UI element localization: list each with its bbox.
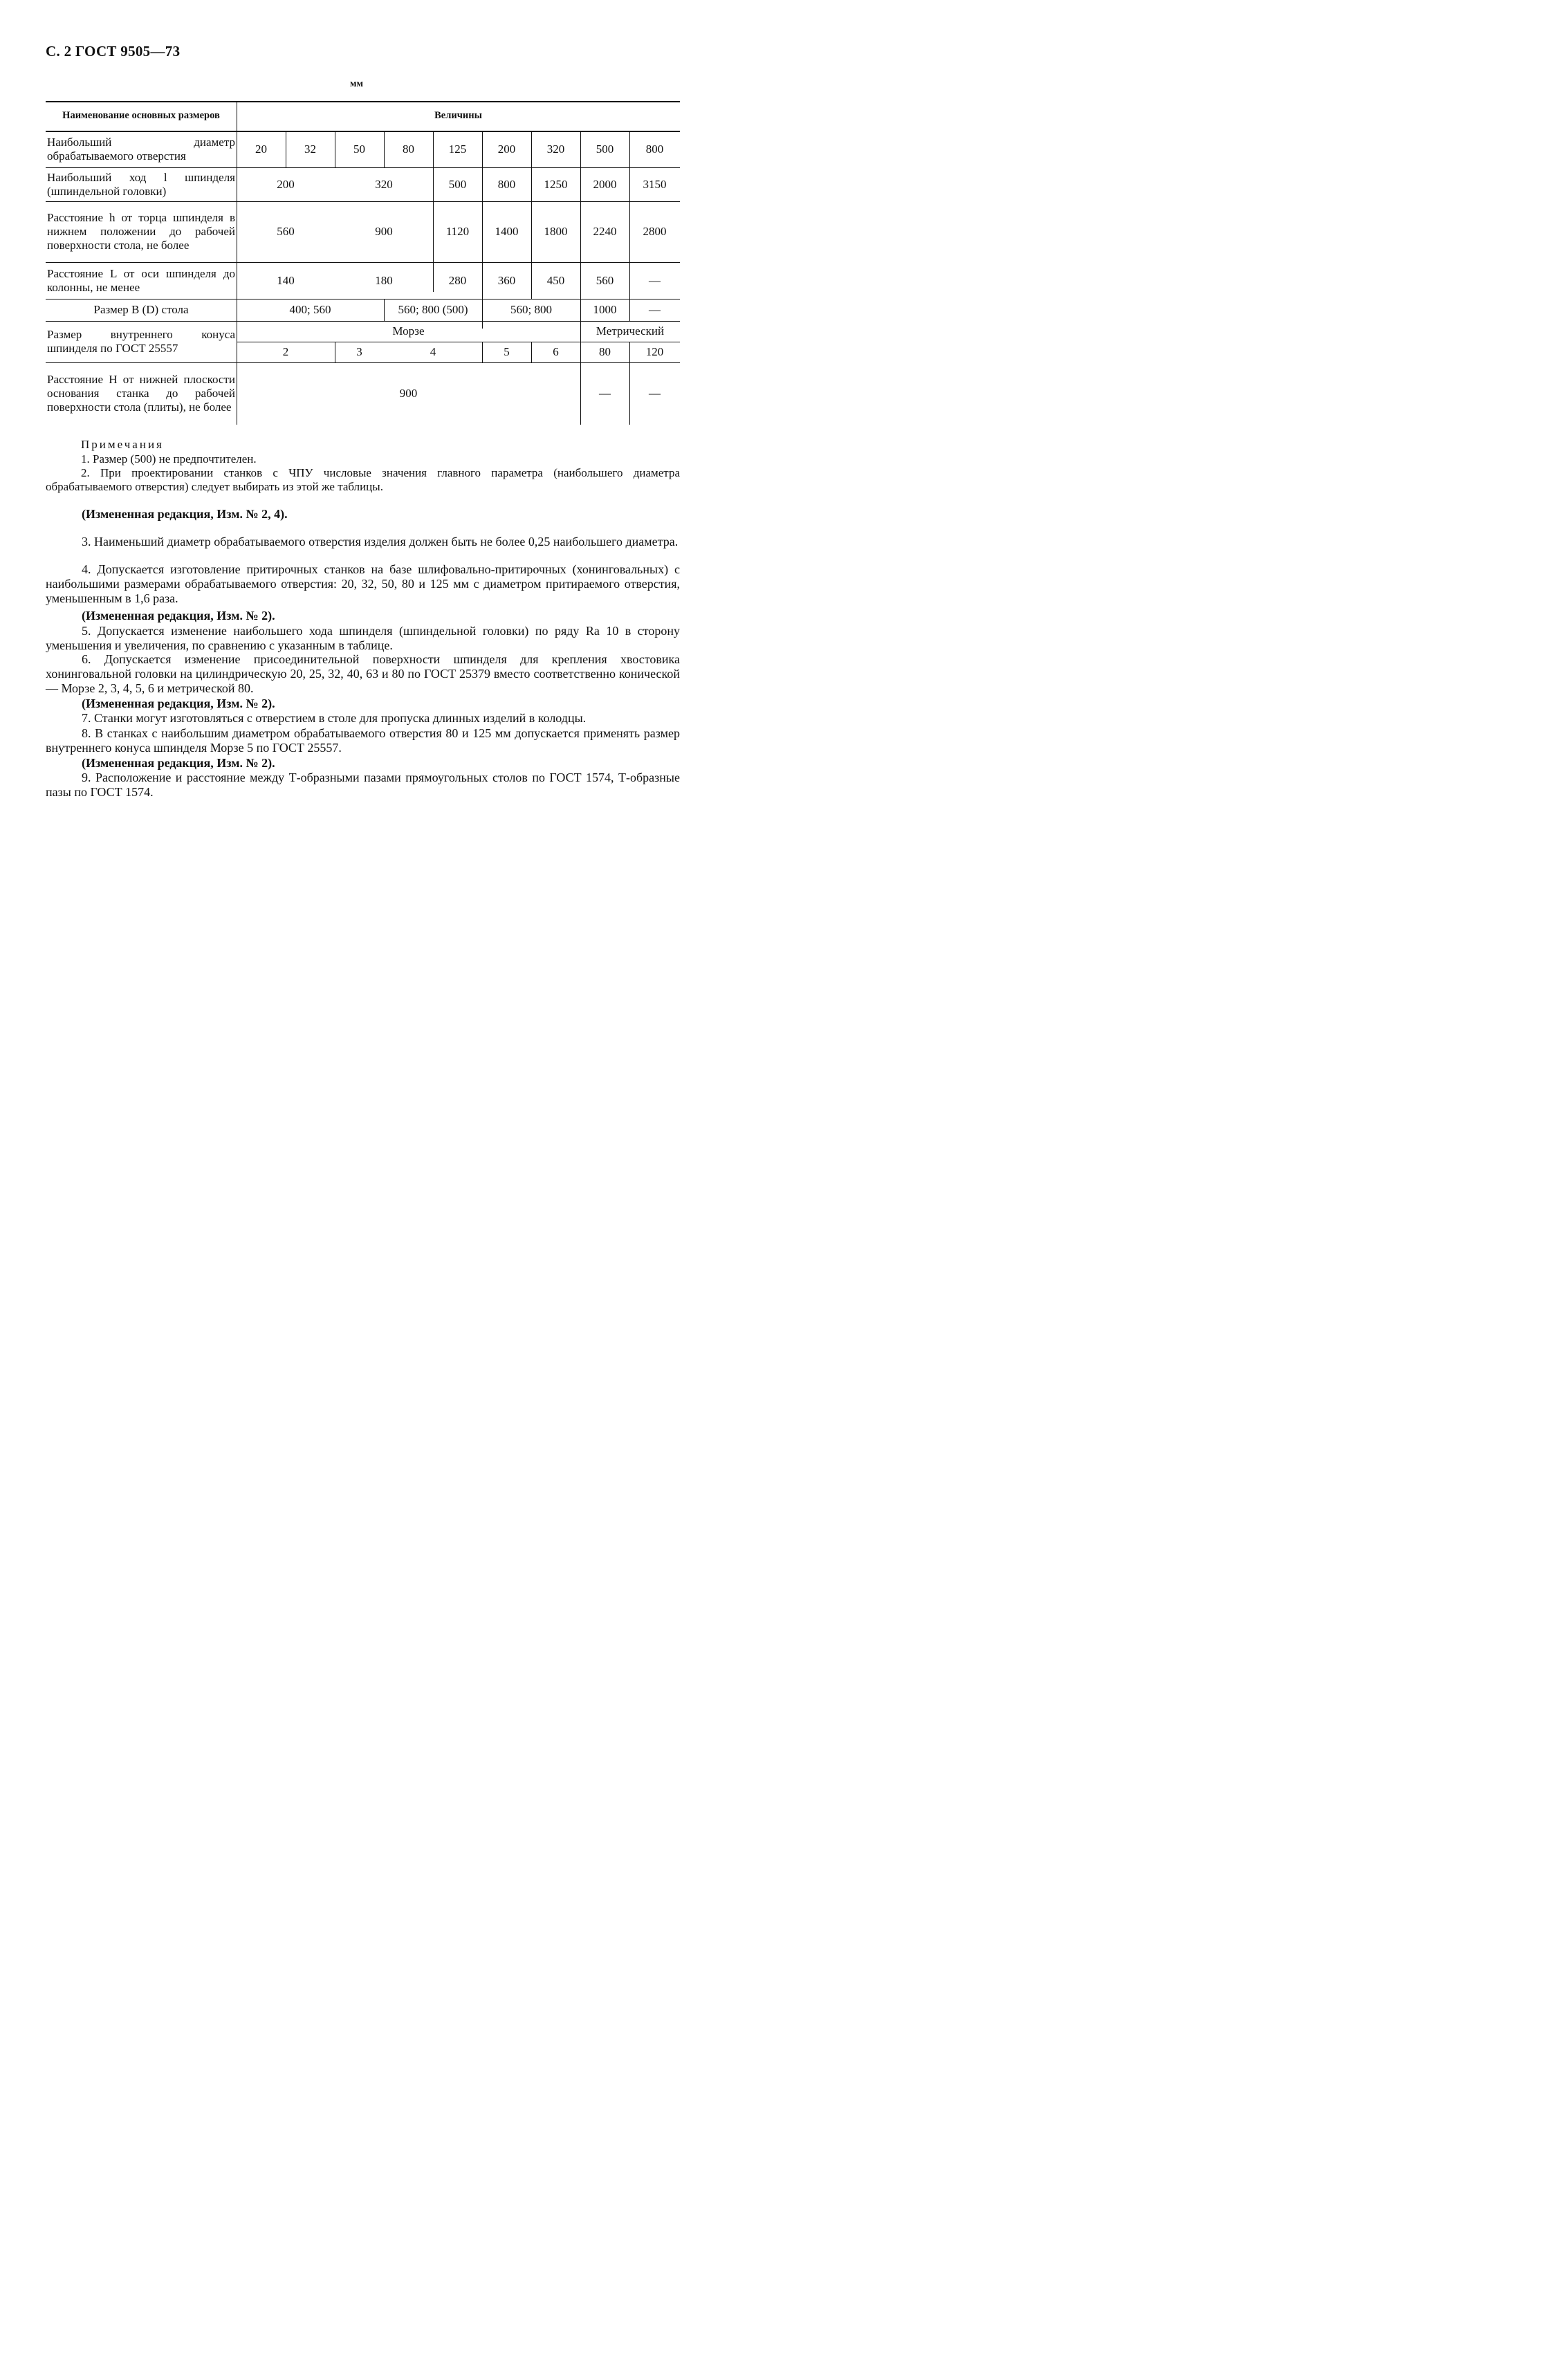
table-cell: 500	[596, 142, 614, 156]
row-name: Наибольший диаметр обрабатываемого отверстия	[47, 135, 235, 163]
table-cell: 2000	[593, 177, 617, 191]
group-header-metric: Метрический	[596, 324, 665, 338]
table-cell: 560	[596, 273, 614, 287]
table-cell: 125	[448, 142, 467, 156]
table-cell: 450	[546, 273, 565, 287]
amendment-note: (Измененная редакция, Изм. № 2).	[82, 756, 275, 770]
table-cell: 280	[448, 273, 467, 287]
row-name: Размер внутреннего конуса шпинделя по ГОСТ 25557	[47, 328, 235, 355]
table-cell: 400; 560	[289, 303, 331, 317]
amendment-note: (Измененная редакция, Изм. № 2, 4).	[82, 507, 288, 521]
table-cell: —	[649, 387, 661, 400]
table-cell: 1800	[544, 225, 568, 239]
table-cell: 800	[645, 142, 664, 156]
table-cell: 200	[497, 142, 516, 156]
row-name: Размер B (D) стола	[93, 303, 189, 316]
table-cell: —	[599, 387, 611, 400]
notes-title: Примечания	[81, 438, 164, 451]
paragraph: 3. Наименьший диаметр обрабатываемого отверстия изделия должен быть не более 0,25 наибольшего диаметра.	[82, 535, 679, 549]
table-cell: —	[649, 273, 661, 287]
table-cell: 200	[277, 177, 295, 191]
paragraph: 4. Допускается изготовление притирочных станков на базе шлифовально-притирочных (хонинговальных) с наибольшими размерами обрабатываемого отверстия: 20, 32, 50, 80 и 125 мм с диаметром притираемого отверстия, уменьшенным в 1,6 раза.	[46, 562, 680, 605]
table-cell: 120	[645, 345, 664, 359]
table-cell: 800	[497, 177, 516, 191]
table-cell: 1000	[593, 303, 617, 317]
running-title: С. 2 ГОСТ 9505—73	[46, 43, 181, 59]
table-cell: 900	[399, 387, 418, 400]
table-cell: 560; 800 (500)	[398, 303, 468, 317]
table-units: мм	[350, 79, 364, 89]
note-item: 1. Размер (500) не предпочтителен.	[81, 452, 257, 465]
table-cell: 32	[304, 142, 316, 156]
document-page	[0, 0, 733, 1061]
paragraph: 6. Допускается изменение присоединительной поверхности шпинделя для крепления хвостовика хонинговальной головки на цилиндрическую 20, 25, 32, 40, 63 и 80 по ГОСТ 25379 вместо соответственно конической — Морзе 2, 3, 4, 5, 6 и метрической 80.	[46, 652, 680, 695]
paragraph: 5. Допускается изменение наибольшего хода шпинделя (шпиндельной головки) по ряду Ra 10 в сторону уменьшения и увеличения, по сравнению с указанным в таблице.	[46, 624, 680, 652]
table-cell: 1400	[495, 225, 519, 239]
table-cell: 2	[282, 345, 289, 359]
row-name: Наибольший ход l шпинделя (шпиндельной головки)	[47, 170, 235, 198]
table-cell: 140	[277, 273, 295, 287]
row-name: Расстояние L от оси шпинделя до колонны, не менее	[47, 266, 235, 294]
column-header-values: Величины	[434, 110, 482, 122]
table-cell: 4	[430, 345, 436, 359]
table-cell: 560; 800	[510, 303, 552, 317]
table-cell: 3150	[643, 177, 667, 191]
group-header-morse: Морзе	[392, 324, 425, 338]
amendment-note: (Измененная редакция, Изм. № 2).	[82, 609, 275, 623]
table-cell: 2240	[593, 225, 617, 239]
table-cell: 50	[353, 142, 365, 156]
note-item: 2. При проектировании станков с ЧПУ числовые значения главного параметра (наибольшего диаметра обрабатываемого отверстия) следует выбирать из этой же таблицы.	[46, 466, 680, 493]
table-cell: 500	[448, 177, 467, 191]
table-cell: 560	[277, 225, 295, 239]
parameters-table	[46, 101, 680, 425]
table-cell: 3	[356, 345, 362, 359]
table-cell: 80	[403, 142, 414, 156]
paragraph: 9. Расположение и расстояние между Т-образными пазами прямоугольных столов по ГОСТ 1574, Т-образные пазы по ГОСТ 1574.	[46, 771, 680, 799]
paragraph: 8. В станках с наибольшим диаметром обрабатываемого отверстия 80 и 125 мм допускается применять размер внутреннего конуса шпинделя Морзе 5 по ГОСТ 25557.	[46, 726, 680, 755]
table-cell: 6	[553, 345, 559, 359]
row-name: Расстояние h от торца шпинделя в нижнем положении до рабочей поверхности стола, не более	[47, 211, 235, 252]
paragraph: 7. Станки могут изготовляться с отверстием в столе для пропуска длинных изделий в колодцы.	[82, 711, 587, 725]
table-cell: —	[649, 303, 661, 317]
table-cell: 1250	[544, 177, 568, 191]
table-cell: 2800	[643, 225, 667, 239]
table-cell: 80	[599, 345, 611, 359]
column-header-name: Наименование основных размеров	[62, 110, 220, 122]
table-cell: 20	[255, 142, 267, 156]
table-cell: 180	[375, 273, 393, 287]
table-cell: 320	[375, 177, 393, 191]
table-cell: 1120	[445, 225, 470, 239]
table-cell: 360	[497, 273, 516, 287]
table-cell: 320	[546, 142, 565, 156]
table-cell: 900	[375, 225, 393, 239]
amendment-note: (Измененная редакция, Изм. № 2).	[82, 697, 275, 710]
table-cell: 5	[504, 345, 510, 359]
row-name: Расстояние H от нижней плоскости основания станка до рабочей поверхности стола (плиты), не более	[47, 373, 235, 414]
